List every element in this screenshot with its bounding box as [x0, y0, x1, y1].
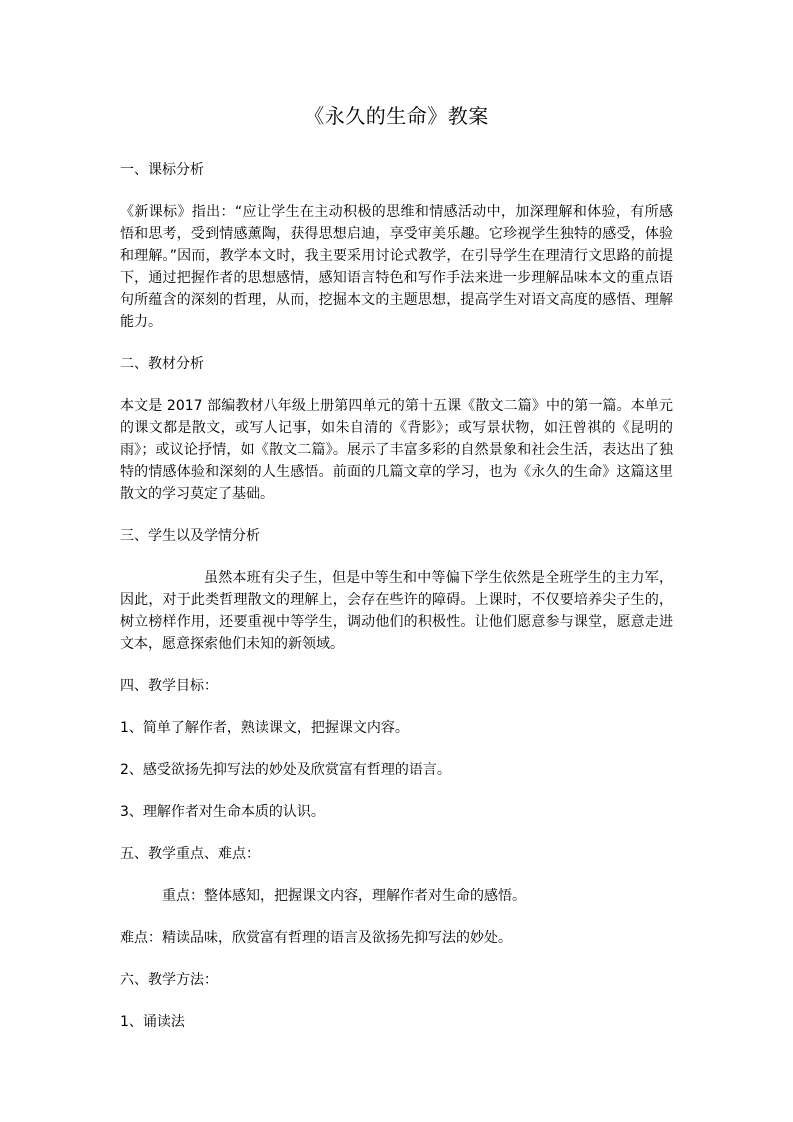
- section-heading-objectives: 四、教学目标：: [120, 678, 218, 694]
- document-title: 《永久的生命》教案: [304, 104, 489, 128]
- section-body-textbook: 本文是 2017 部编教材八年级上册第四单元的第十五课《散文二篇》中的第一篇。本单元的课文都是散文，或写人记事，如朱自清的《背影》；或写景状物，如汪曾祺的《昆明的雨》；或议论抒情，如《散文二篇》。展示了丰富多彩的自然景象和社会生活，表达出了独特的情感体验和深刻的人生感悟。前面的几篇文章的学习，也为《永久的生命》这篇这里散文的学习莫定了基础。: [120, 398, 673, 502]
- objective-item: 2、感受欲扬先抑写法的妙处及欣赏富有哲理的语言。: [120, 762, 451, 778]
- key-point: 重点：整体感知，把握课文内容，理解作者对生命的感悟。: [162, 888, 526, 904]
- objective-item: 1、简单了解作者，熟读课文，把握课文内容。: [120, 720, 409, 736]
- section-heading-textbook: 二、教材分析: [120, 356, 204, 372]
- section-heading-students: 三、学生以及学情分析: [120, 528, 260, 544]
- section-body-students: 虽然本班有尖子生，但是中等生和中等偏下学生依然是全班学生的主力军，因此，对于此类哲理散文的理解上，会存在些许的障碍。上课时，不仅要培养尖子生的，树立榜样作用，还要重视中等学生，调动他们的积极性。让他们愿意参与课堂，愿意走进文本，愿意探索他们未知的新领域。: [120, 570, 673, 652]
- objective-item: 3、理解作者对生命本质的认识。: [120, 804, 325, 820]
- method-item: 1、诵读法: [120, 1014, 185, 1030]
- section-heading-methods: 六、教学方法：: [120, 972, 218, 988]
- section-body-standards: 《新课标》指出：“应让学生在主动积极的思维和情感活动中，加深理解和体验，有所感悟和思考，受到情感薰陶，获得思想启迪，享受审美乐趣。它珍视学生独特的感受，体验和理解。”因而，教学本文时，我主要采用讨论式教学，在引导学生在理清行文思路的前提下，通过把握作者的思想感情，感知语言特色和写作手法来进一步理解品味本文的重点语句所蕴含的深刻的哲理，从而，挖掘本文的主题思想，提高学生对语文高度的感悟、理解能力。: [120, 204, 673, 330]
- section-heading-key-points: 五、教学重点、难点：: [120, 846, 260, 862]
- section-heading-standards: 一、课标分析: [120, 162, 204, 178]
- difficult-point: 难点：精读品味，欣赏富有哲理的语言及欲扬先抑写法的妙处。: [120, 930, 512, 946]
